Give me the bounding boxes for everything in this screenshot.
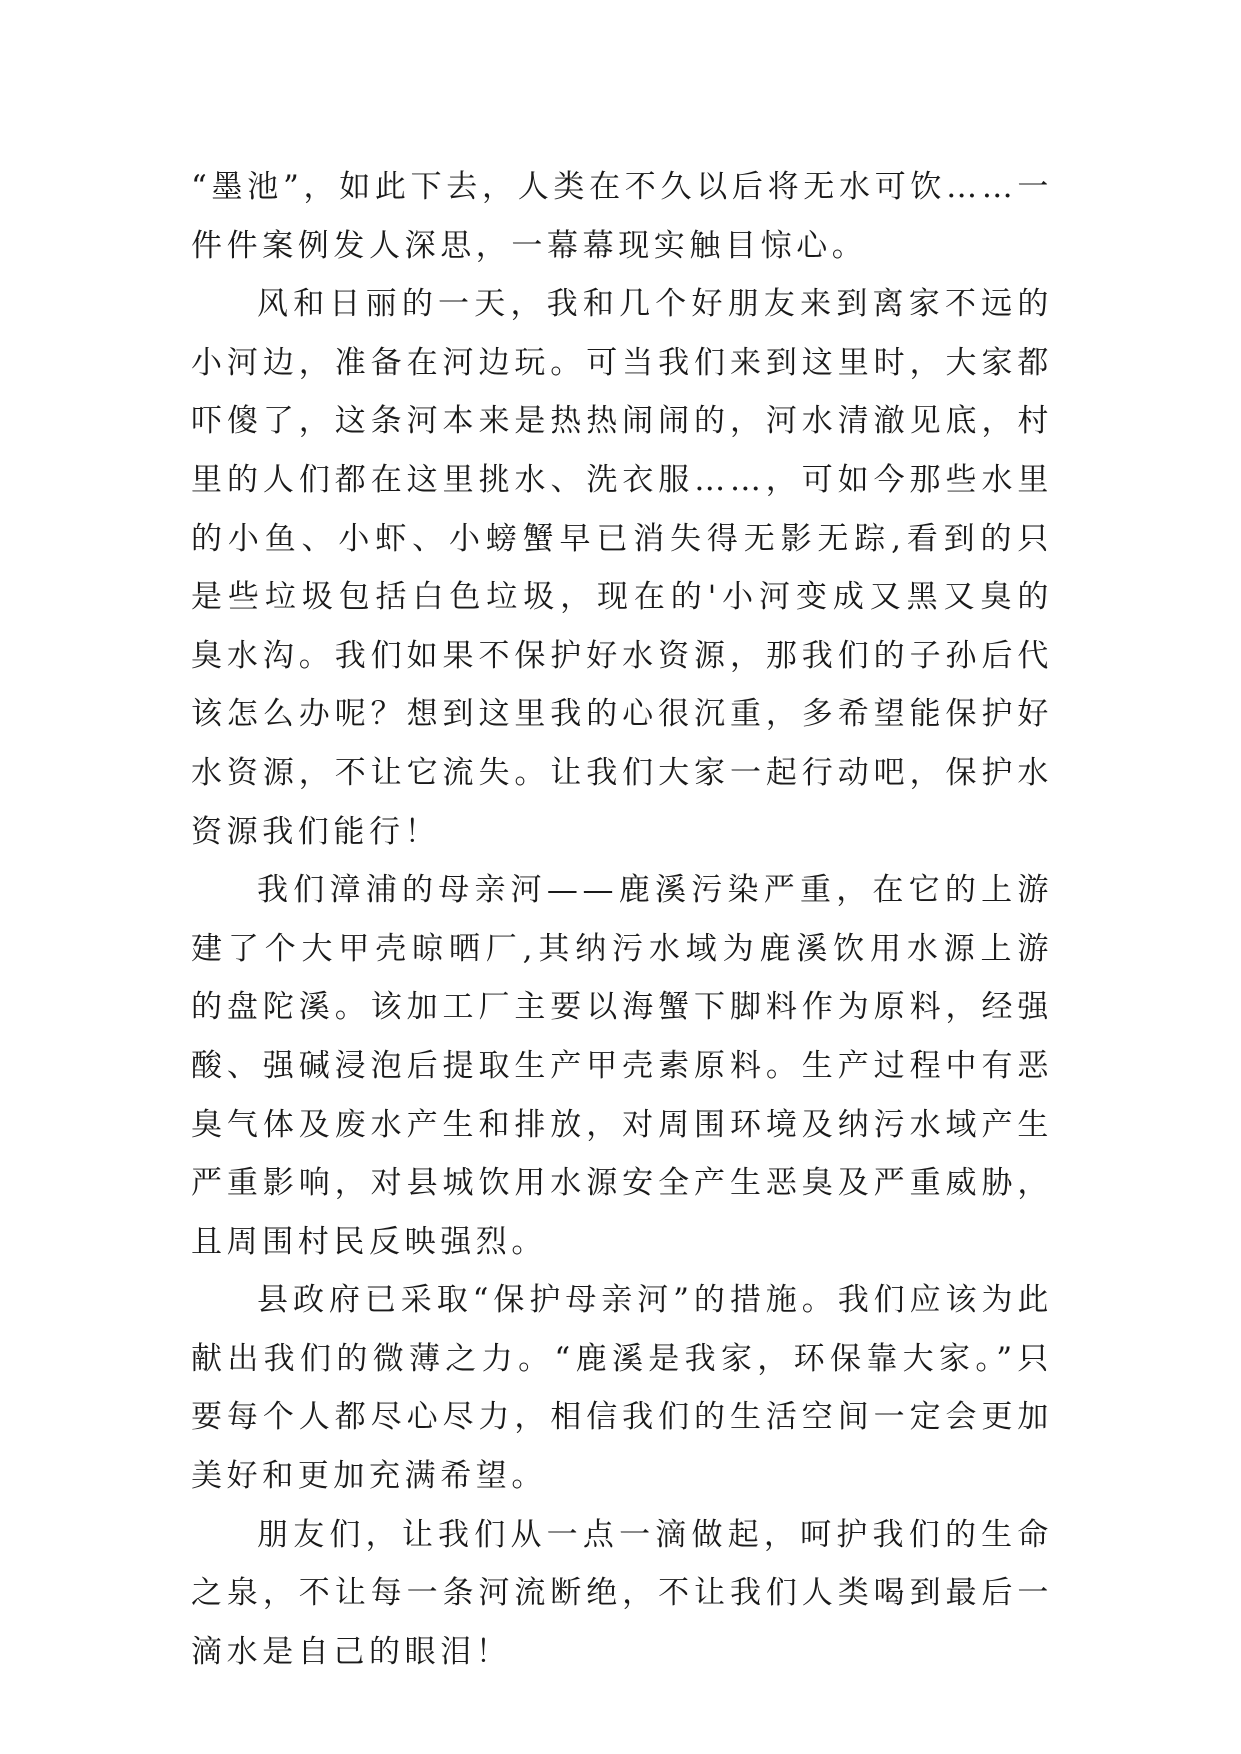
paragraph-4: 县政府已采取“保护母亲河”的措施。我们应该为此献出我们的微薄之力。“鹿溪是我家，环保靠大家。”只要每个人都尽心尽力，相信我们的生活空间一定会更加美好和更加充满希望。 [191,1282,1053,1495]
paragraph-3: 我们漳浦的母亲河——鹿溪污染严重，在它的上游建了个大甲壳晾晒厂,其纳污水域为鹿溪饮用水源上游的盘陀溪。该加工厂主要以海蟹下脚料作为原料，经强酸、强碱浸泡后提取生产甲壳素原料。生产过程中有恶臭气体及废水产生和排放，对周围环境及纳污水域产生严重影响，对县城饮用水源安全产生恶臭及严重威胁，且周围村民反映强烈。 [191,872,1053,1260]
paragraph-5: 朋友们，让我们从一点一滴做起，呵护我们的生命之泉，不让每一条河流断绝，不让我们人类喝到最后一滴水是自己的眼泪！ [191,1516,1053,1670]
essay-body [191,158,1053,1681]
paragraph-1: “墨池”，如此下去，人类在不久以后将无水可饮……一件件案例发人深思，一幕幕现实触目惊心。 [191,169,1053,264]
paragraph-2: 风和日丽的一天，我和几个好朋友来到离家不远的小河边，准备在河边玩。可当我们来到这里时，大家都吓傻了，这条河本来是热热闹闹的，河水清澈见底，村里的人们都在这里挑水、洗衣服……，可如今那些水里的小鱼、小虾、小螃蟹早已消失得无影无踪,看到的只是些垃圾包括白色垃圾，现在的'小河变成又黑又臭的臭水沟。我们如果不保护好水资源，那我们的子孙后代该怎么办呢？想到这里我的心很沉重，多希望能保护好水资源，不让它流失。让我们大家一起行动吧，保护水资源我们能行！ [191,286,1053,850]
